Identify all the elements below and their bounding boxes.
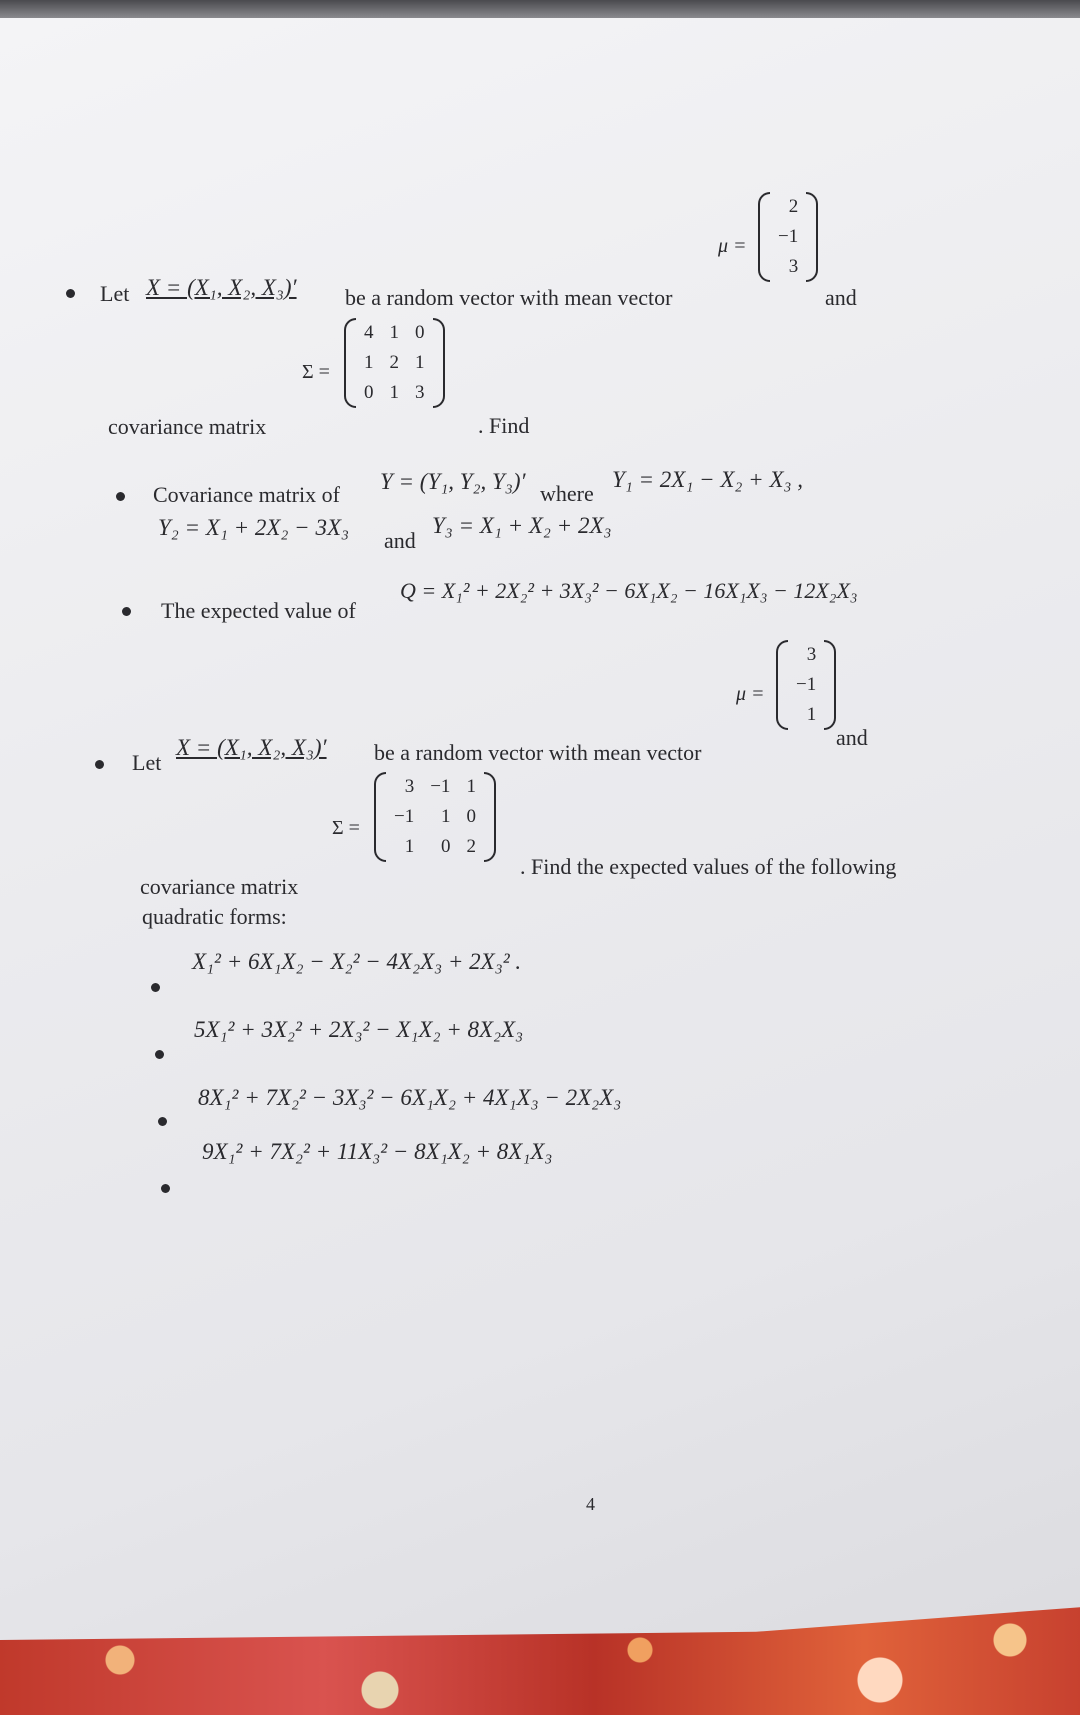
sigma-entry: 1 bbox=[466, 776, 476, 797]
random-vector-text: be a random vector with mean vector bbox=[374, 740, 702, 765]
x-vector: X = (X₁, X₂, X₃)′ bbox=[176, 735, 327, 760]
mu-entry: 3 bbox=[806, 644, 817, 665]
let-label: Let bbox=[100, 281, 130, 306]
bullet bbox=[161, 1184, 170, 1193]
bullet bbox=[116, 492, 125, 501]
bullet bbox=[158, 1117, 167, 1126]
sigma-entry: 2 bbox=[466, 836, 476, 857]
random-vector-text: be a random vector with mean vector bbox=[345, 285, 673, 310]
sigma-entry: −1 bbox=[430, 776, 451, 797]
covariance-matrix bbox=[374, 772, 496, 862]
sub1-eq3: Y₃ = X₁ + X₂ + 2X₃ bbox=[432, 513, 612, 538]
quadratic-form: X₁² + 6X₁X₂ − X₂² − 4X₂X₃ + 2X₃² . bbox=[192, 949, 522, 974]
sub2-text: The expected value of bbox=[161, 598, 356, 623]
sigma-entry: 0 bbox=[440, 836, 451, 857]
sigma-entry: 1 bbox=[364, 352, 374, 373]
sigma-entry: 1 bbox=[389, 382, 399, 403]
find-following: . Find the expected values of the following bbox=[520, 854, 897, 879]
sigma-entry: 0 bbox=[466, 806, 476, 827]
sigma-label: Σ = bbox=[332, 817, 360, 839]
covariance-matrix bbox=[344, 318, 445, 408]
sigma-entry: 0 bbox=[364, 382, 374, 403]
sub1-where: where bbox=[540, 481, 594, 506]
sigma-entry: −1 bbox=[394, 806, 415, 827]
page-number: 4 bbox=[586, 1494, 595, 1514]
mu-entry: 1 bbox=[806, 704, 817, 725]
quadratic-form: 5X₁² + 3X₂² + 2X₃² − X₁X₂ + 8X₂X₃ bbox=[194, 1017, 524, 1042]
and-label: and bbox=[825, 285, 857, 310]
mu-entry: −1 bbox=[778, 226, 799, 247]
sigma-entry: 1 bbox=[440, 806, 451, 827]
and-label: and bbox=[836, 725, 868, 750]
bullet bbox=[95, 760, 104, 769]
sub1-y-vector: Y = (Y₁, Y₂, Y₃)′ bbox=[380, 469, 526, 494]
x-vector: X = (X₁, X₂, X₃)′ bbox=[146, 275, 297, 300]
mean-vector-matrix bbox=[758, 192, 818, 282]
sub1-eq1: Y₁ = 2X₁ − X₂ + X₃ , bbox=[612, 467, 803, 492]
sub1-eq2: Y₂ = X₁ + 2X₂ − 3X₃ bbox=[158, 515, 349, 540]
sub2-eq: Q = X₁² + 2X₂² + 3X₃² − 6X₁X₂ − 16X₁X₃ − 12X₂X₃ bbox=[400, 578, 858, 603]
sigma-entry: 2 bbox=[389, 352, 399, 373]
mu-entry: 2 bbox=[788, 196, 799, 217]
sub1-text: Covariance matrix of bbox=[153, 482, 340, 507]
quadratic-form: 9X₁² + 7X₂² + 11X₃² − 8X₁X₂ + 8X₁X₃ bbox=[202, 1139, 553, 1164]
sigma-entry: 1 bbox=[415, 352, 425, 373]
bullet bbox=[155, 1050, 164, 1059]
covariance-label: covariance matrix bbox=[140, 874, 299, 899]
mu-entry: −1 bbox=[796, 674, 817, 695]
sigma-entry: 4 bbox=[364, 322, 374, 343]
sigma-label: Σ = bbox=[302, 361, 330, 383]
quadratic-form: 8X₁² + 7X₂² − 3X₃² − 6X₁X₂ + 4X₁X₃ − 2X₂X₃ bbox=[198, 1085, 622, 1110]
bullet bbox=[151, 983, 160, 992]
sigma-entry: 3 bbox=[415, 382, 425, 403]
quadratic-forms-label: quadratic forms: bbox=[142, 904, 287, 929]
mu-label: μ = bbox=[718, 235, 747, 257]
find-label: . Find bbox=[478, 413, 530, 438]
sub1-and: and bbox=[384, 528, 416, 553]
mu-entry: 3 bbox=[788, 256, 799, 277]
sigma-entry: 0 bbox=[415, 322, 425, 343]
covariance-label: covariance matrix bbox=[108, 414, 267, 439]
sigma-entry: 1 bbox=[404, 836, 415, 857]
mu-label: μ = bbox=[736, 683, 765, 705]
sigma-entry: 1 bbox=[389, 322, 399, 343]
bullet bbox=[66, 289, 75, 298]
bullet bbox=[122, 607, 131, 616]
let-label: Let bbox=[132, 750, 162, 775]
sigma-entry: 3 bbox=[404, 776, 415, 797]
mean-vector-matrix bbox=[776, 640, 836, 730]
